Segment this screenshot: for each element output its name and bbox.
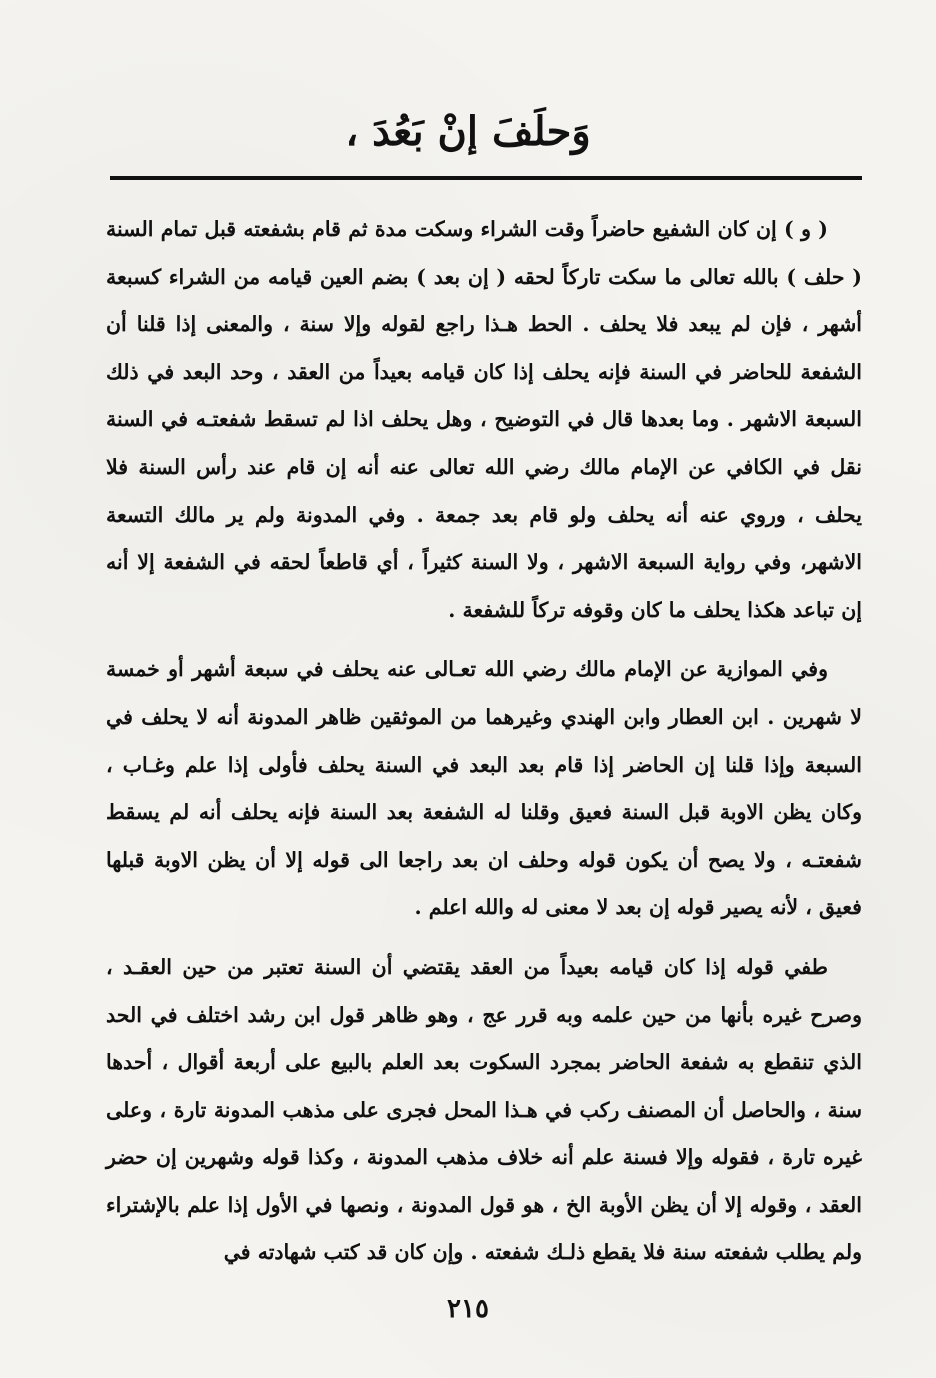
header-divider-rule (110, 176, 862, 180)
paragraph-2: وفي الموازية عن الإمام مالك رضي الله تعـالى عنه يحلف في سبعة أشهر أو خمسة لا شهرين . ابن العطار وابن الهندي وغيرهما من الموثقين ظاهر المدونة أنه لا يحلف في السبعة وإذا قلنا إن الحاضر إذا قام بعد البعد في السنة يحلف فأولى إذا علم وغـاب ، وكان يظن الاوبة قبل السنة فعيق وقلنا له الشفعة بعد السنة فإنه يحلف أنه لم يسقط شفعتـه ، ولا يصح أن يكون قوله وحلف ان بعد راجعا الى قوله إلا أن يظن الاوبة قبلها فعيق ، لأنه يصير قوله إن بعد لا معنى له والله اعلم . (106, 657, 862, 920)
paragraph-1: ( و ) إن كان الشفيع حاضراً وقت الشراء وسكت مدة ثم قام بشفعته قبل تمام السنة ( حلف ) بالله تعالى ما سكت تاركاً لحقه ( إن بعد ) بضم العين قيامه من الشراء كسبعة أشهر ، فإن لم يبعد فلا يحلف . الحط هـذا راجع لقوله وإلا سنة ، والمعنى إذا قلنا أن الشفعة للحاضر في السنة فإنه يحلف إذا كان قيامه بعيداً من العقد ، وحد البعد في ذلك السبعة الاشهر . وما بعدها قال في التوضيح ، وهل يحلف اذا لم تسقط شفعتـه في السنة نقل في الكافي عن الإمام مالك رضي الله تعالى عنه أنه إن قام عند رأس السنة فلا يحلف ، وروي عنه أنه يحلف ولو قام بعد جمعة . وفي المدونة ولم ير مالك التسعة الاشهر، وفي رواية السبعة الاشهر ، ولا السنة كثيراً ، أي قاطعاً لحقه في الشفعة إلا أنه إن تباعد هكذا يحلف ما كان وقوفه تركاً للشفعة . (106, 217, 862, 622)
paragraph-3: طفي قوله إذا كان قيامه بعيداً من العقد يقتضي أن السنة تعتبر من حين العقـد ، وصرح غيره بأنها من حين علمه وبه قرر عج ، وهو ظاهر قول ابن رشد اختلف في الحد الذي تنقطع به شفعة الحاضر بمجرد السكوت بعد العلم بالبيع على أربعة أقوال ، أحدها سنة ، والحاصل أن المصنف ركب في هـذا المحل فجرى على مذهب المدونة تارة ، وعلى غيره تارة ، فقوله وإلا فسنة علم أنه خلاف مذهب المدونة ، وكذا قوله وشهرين إن حضر العقد ، وقوله إلا أن يظن الأوبة الخ ، هو قول المدونة ، ونصها في الأول إذا علم بالإشتراء ولم يطلب شفعته سنة فلا يقطع ذلـك شفعته . وإن كان قد كتب شهادته في (106, 954, 862, 1265)
body-text (106, 206, 862, 1277)
running-header-title: وَحلَفَ إنْ بَعُدَ ، (345, 108, 591, 155)
page-number: ٢١٥ (447, 1294, 489, 1324)
